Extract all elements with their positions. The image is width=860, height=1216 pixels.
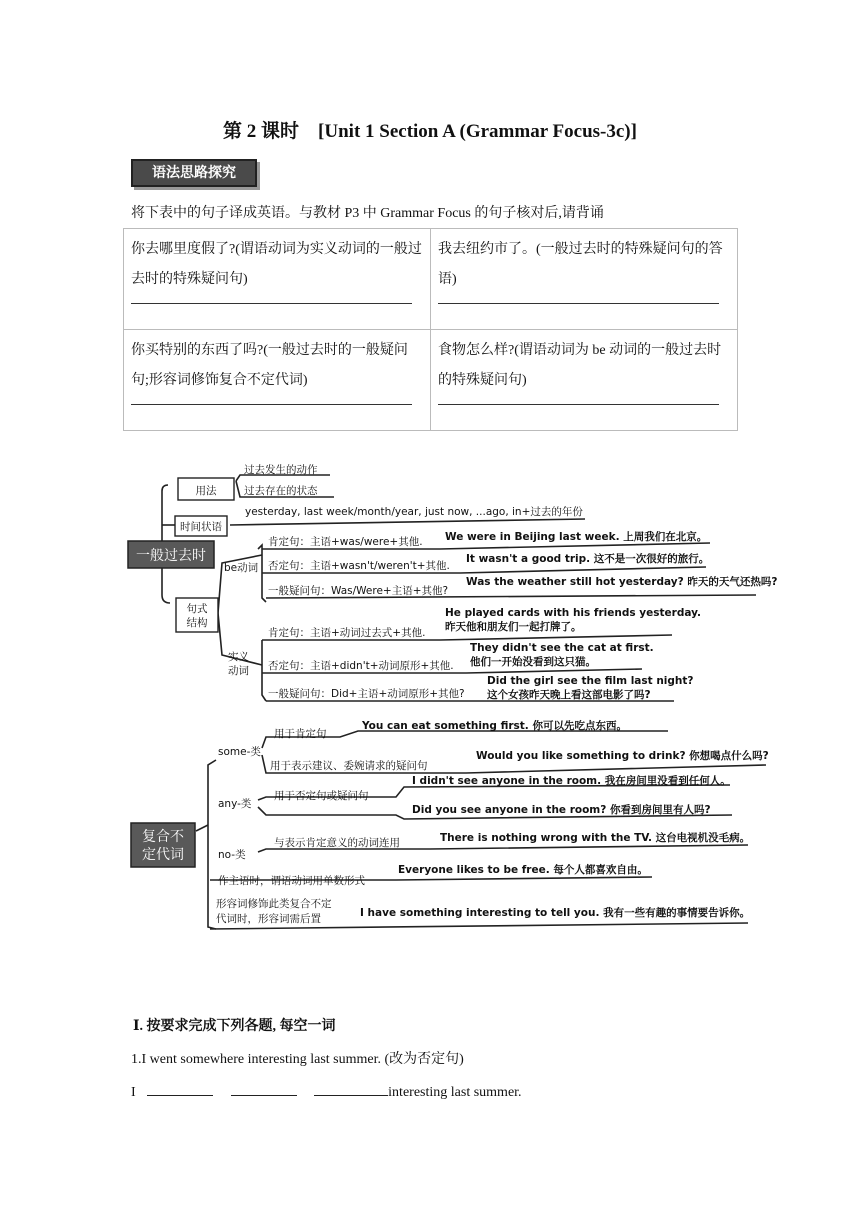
usage-label: 用法 [195,485,217,497]
answer-line[interactable] [438,303,719,304]
no-label: no-类 [218,849,246,861]
any-label: any-类 [218,798,252,810]
answer-line[interactable] [131,303,412,304]
example-text: Did you see anyone in the room? 你看到房间里有人吗? [412,804,711,816]
rule-text: 一般疑问句：Was/Were+主语+其他? [268,585,449,597]
root-label: 复合不 [142,829,184,845]
table-cell [431,330,738,431]
example-text: Everyone likes to be free. 每个人都喜欢自由。 [398,864,648,876]
answer-line[interactable] [131,404,412,405]
example-text: Was the weather still hot yesterday? 昨天的天气还热吗? [466,576,778,588]
verb-label: 动词 [228,665,249,677]
blank-2[interactable] [231,1083,297,1096]
cell-prompt: 食物怎么样?(谓语动词为 be 动词的一般过去时的特殊疑问句) [438,343,722,388]
answer-prefix: I [131,1085,136,1100]
time-text: yesterday, last week/month/year, just now, ...ago, in+过去的年份 [245,506,583,518]
answer-line[interactable] [438,404,719,405]
example-text: 昨天他和朋友们一起打牌了。 [445,621,582,633]
page-title: 第 2 课时 [Unit 1 Section A (Grammar Focus-3c)] [223,121,637,142]
blank-3[interactable] [314,1083,388,1096]
instructions: 将下表中的句子译成英语。与教材 P3 中 Grammar Focus 的句子核对后,请背诵 [131,206,604,221]
be-label: be动词 [224,562,259,574]
rule-text: 肯定句：主语+动词过去式+其他. [268,627,426,639]
structure-label: 句式 [186,603,208,615]
cell-prompt: 你买特别的东西了吗?(一般过去时的一般疑问句;形容词修饰复合不定代词) [131,343,408,388]
section-banner: 语法思路探究 [131,159,257,187]
example-text: Would you like something to drink? 你想喝点什么吗? [476,750,769,762]
rule-text: 否定句：主语+didn't+动词原形+其他. [268,660,454,672]
translation-table [123,228,738,431]
example-text: There is nothing wrong with the TV. 这台电视机没毛病。 [440,832,751,844]
question-1: 1.I went somewhere interesting last summer. (改为否定句) [131,1052,464,1067]
example-text: 这个女孩昨天晚上看这部电影了吗? [487,689,651,701]
answer-suffix: interesting last summer. [388,1085,522,1100]
rule-text: 否定句：主语+wasn't/weren't+其他. [268,560,450,572]
blank-1[interactable] [147,1083,213,1096]
table-cell [124,229,431,330]
root-label: 一般过去时 [136,548,206,564]
usage-item: 过去发生的动作 [244,464,318,476]
table-cell [431,229,738,330]
example-text: I didn't see anyone in the room. 我在房间里没看到任何人。 [412,775,731,787]
table-cell [124,330,431,431]
rule-text: 代词时，形容词需后置 [216,913,321,925]
structure-label: 结构 [186,617,208,629]
section-heading: Ⅰ. 按要求完成下列各题, 每空一词 [133,1019,336,1034]
some-label: some-类 [218,746,261,758]
rule-text: 形容词修饰此类复合不定 [216,898,332,910]
rule-text: 一般疑问句：Did+主语+动词原形+其他? [268,688,465,700]
rule-text: 用于否定句或疑问句 [274,790,369,802]
rule-text: 用于肯定句 [274,728,327,740]
root-label: 定代词 [142,847,184,863]
cell-prompt: 我去纽约市了。(一般过去时的特殊疑问句的答语) [438,242,723,287]
rule-text: 用于表示建议、委婉请求的疑问句 [270,760,428,772]
example-text: They didn't see the cat at first. [470,642,654,654]
cell-prompt: 你去哪里度假了?(谓语动词为实义动词的一般过去时的特殊疑问句) [131,242,422,287]
example-text: Did the girl see the film last night? [487,675,694,687]
time-label: 时间状语 [180,521,222,533]
example-text: It wasn't a good trip. 这不是一次很好的旅行。 [466,553,710,565]
rule-text: 作主语时，谓语动词用单数形式 [218,875,365,887]
example-text: He played cards with his friends yesterday. [445,607,701,619]
answer-row [131,1083,522,1101]
example-text: You can eat something first. 你可以先吃点东西。 [362,720,627,732]
rule-text: 与表示肯定意义的动词连用 [274,837,400,849]
usage-item: 过去存在的状态 [244,485,318,497]
grammar-mindmap [0,455,860,935]
rule-text: 肯定句：主语+was/were+其他. [268,536,423,548]
example-text: We were in Beijing last week. 上周我们在北京。 [445,531,708,543]
verb-label: 实义 [228,651,249,663]
example-text: I have something interesting to tell you. 我有一些有趣的事情要告诉你。 [360,907,751,919]
example-text: 他们一开始没看到这只猫。 [470,656,596,668]
